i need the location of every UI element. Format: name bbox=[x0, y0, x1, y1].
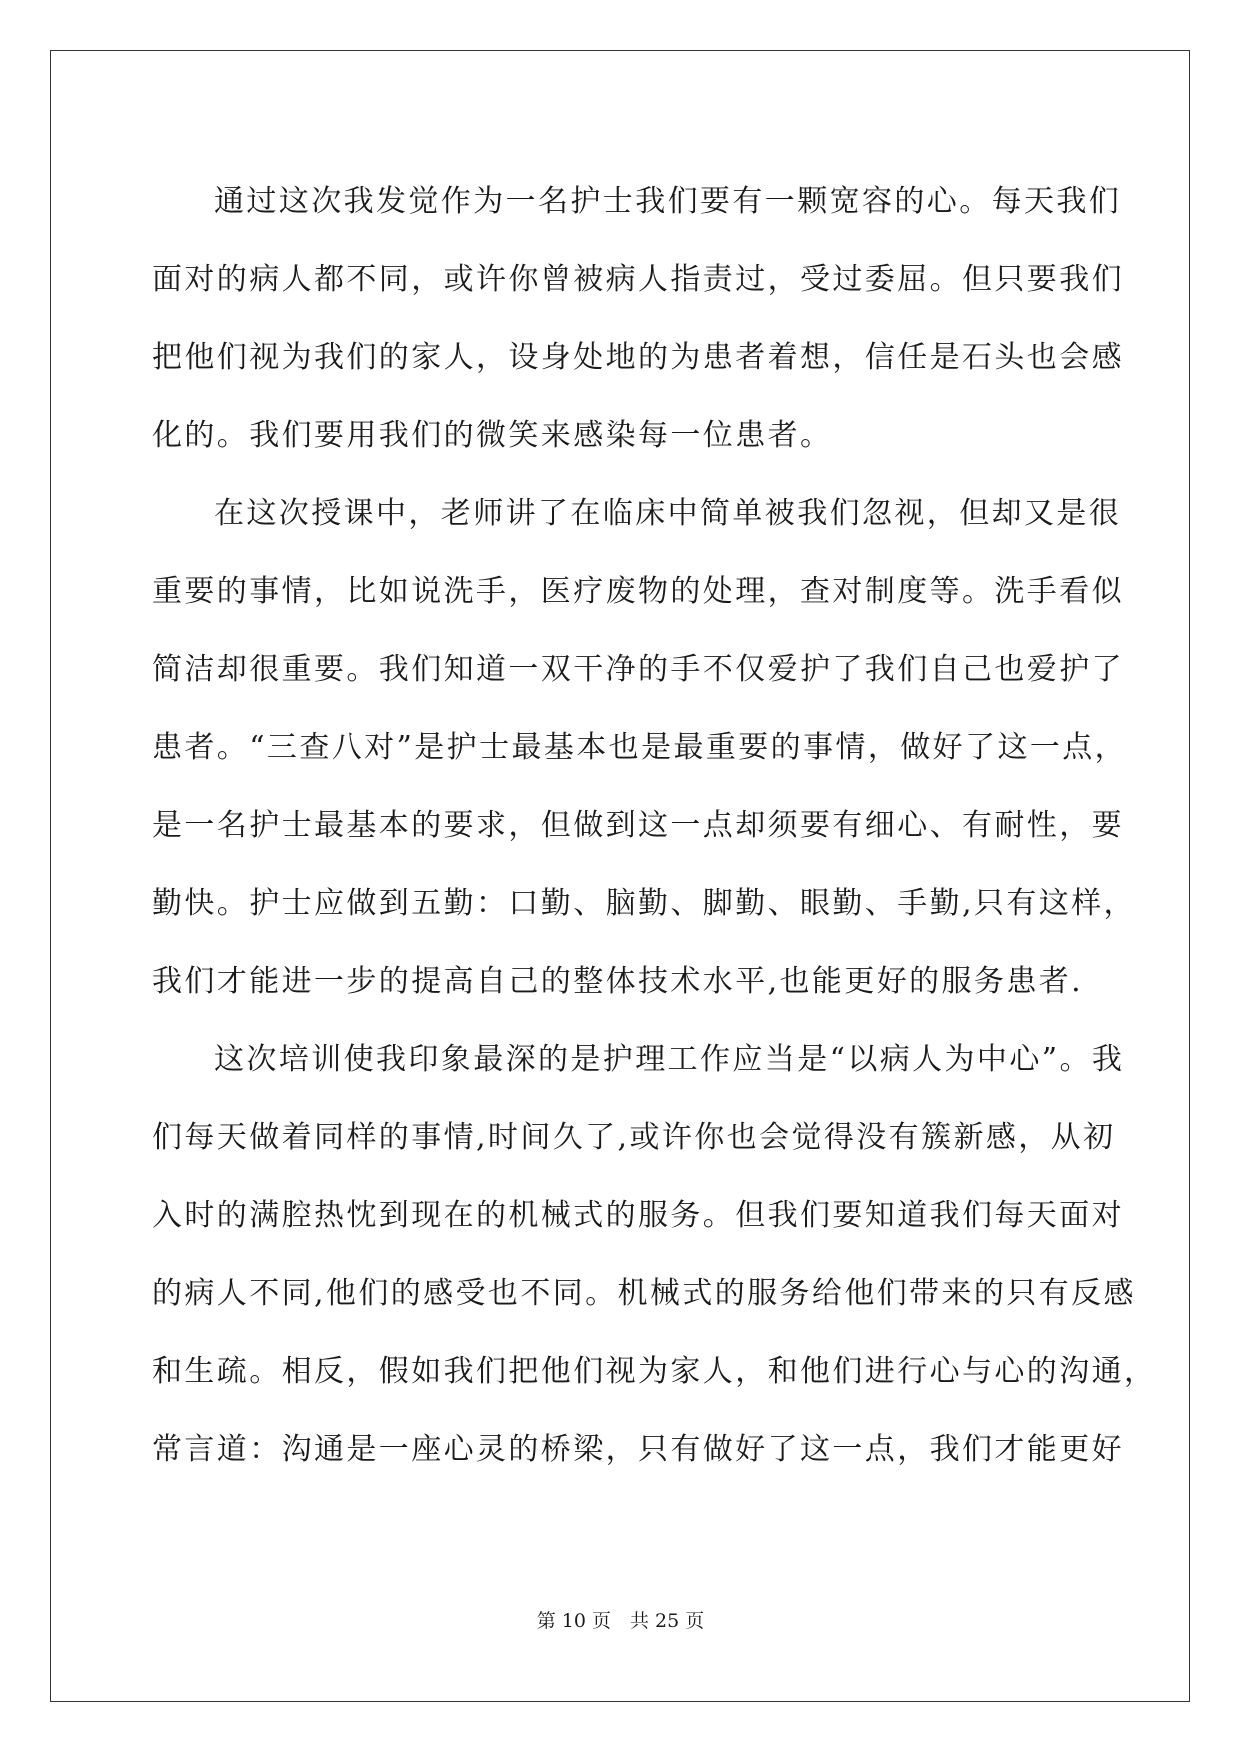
text-line: 面对的病人都不同，或许你曾被病人指责过，受过委屈。但只要我们 bbox=[152, 262, 1124, 297]
text-line: 患者。“三查八对”是护士最基本也是最重要的事情，做好了这一点， bbox=[152, 730, 1128, 765]
text-line: 在这次授课中，老师讲了在临床中简单被我们忽视，但却又是很 bbox=[214, 496, 1122, 531]
text-line: 入时的满腔热忱到现在的机械式的服务。但我们要知道我们每天面对 bbox=[152, 1198, 1124, 1233]
text-line: 重要的事情，比如说洗手，医疗废物的处理，查对制度等。洗手看似 bbox=[152, 574, 1124, 609]
page-number-footer: 第 10 页 共 25 页 bbox=[536, 1610, 705, 1632]
text-line: 我们才能进一步的提高自己的整体技术水平,也能更好的服务患者. bbox=[152, 964, 1084, 999]
text-line: 这次培训使我印象最深的是护理工作应当是“以病人为中心”。我 bbox=[214, 1042, 1125, 1077]
text-line: 的病人不同,他们的感受也不同。机械式的服务给他们带来的只有反感 bbox=[152, 1276, 1136, 1311]
text-line: 化的。我们要用我们的微笑来感染每一位患者。 bbox=[152, 418, 833, 453]
text-line: 常言道：沟通是一座心灵的桥梁，只有做好了这一点，我们才能更好 bbox=[152, 1432, 1124, 1467]
text-line: 把他们视为我们的家人，设身处地的为患者着想，信任是石头也会感 bbox=[152, 340, 1124, 375]
text-line: 们每天做着同样的事情,时间久了,或许你也会觉得没有簇新感，从初 bbox=[152, 1120, 1116, 1155]
text-line: 通过这次我发觉作为一名护士我们要有一颗宽容的心。每天我们 bbox=[214, 184, 1122, 219]
text-line: 勤快。护士应做到五勤：口勤、脑勤、脚勤、眼勤、手勤,只有这样， bbox=[152, 886, 1136, 921]
text-line: 和生疏。相反，假如我们把他们视为家人，和他们进行心与心的沟通， bbox=[152, 1354, 1157, 1389]
document-body bbox=[152, 163, 1157, 1489]
text-line: 简洁却很重要。我们知道一双干净的手不仅爱护了我们自己也爱护了 bbox=[152, 652, 1124, 687]
text-line: 是一名护士最基本的要求，但做到这一点却须要有细心、有耐性，要 bbox=[152, 808, 1124, 843]
